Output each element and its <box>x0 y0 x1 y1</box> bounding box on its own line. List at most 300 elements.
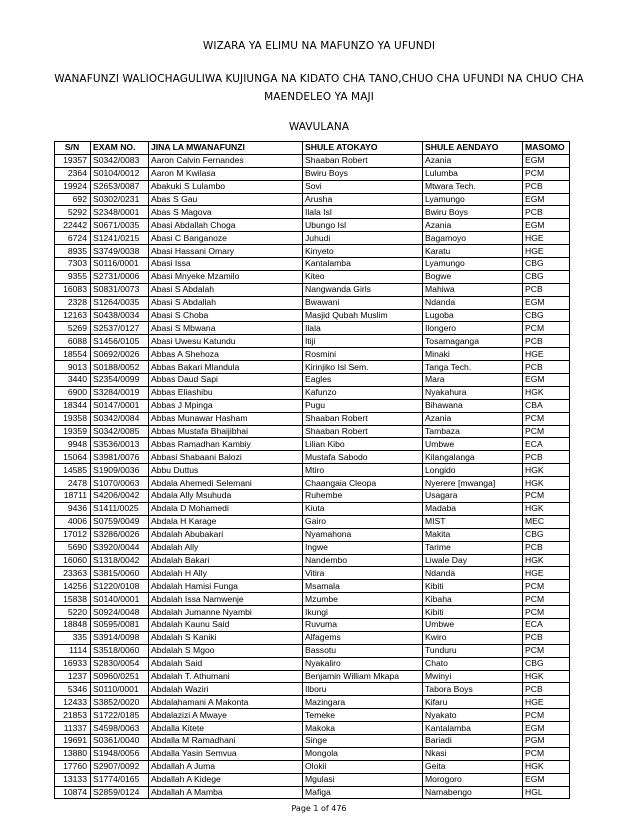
cell-student-name: Abas S Magova <box>149 206 303 219</box>
table-row <box>55 348 570 361</box>
cell-from-school: Gairo <box>303 515 423 528</box>
cell-student-name: Abasi Mnyeke Mzamilo <box>149 270 303 283</box>
cell-to-school: Azania <box>423 412 523 425</box>
cell-student-name: Abbas Daud Sapi <box>149 374 303 387</box>
table-row <box>55 618 570 631</box>
cell-student-name: Abdalahamani A Makonta <box>149 696 303 709</box>
cell-exam-no: S1070/0063 <box>91 477 149 490</box>
cell-student-name: Abasi Abdallah Choga <box>149 219 303 232</box>
cell-from-school: Shaaban Robert <box>303 425 423 438</box>
cell-student-name: Abbas Munawar Hasham <box>149 412 303 425</box>
table-row <box>55 580 570 593</box>
cell-from-school: Lilian Kibo <box>303 438 423 451</box>
cell-student-name: Abdalah Jumanne Nyambi <box>149 606 303 619</box>
cell-to-school: Lyamungo <box>423 258 523 271</box>
column-header-subjects: MASOMO <box>523 142 570 155</box>
cell-from-school: Kinyeto <box>303 245 423 258</box>
cell-exam-no: S1774/0165 <box>91 773 149 786</box>
cell-from-school: Itiji <box>303 335 423 348</box>
table-row <box>55 361 570 374</box>
cell-student-name: Abbas Ramadhan Kambiy <box>149 438 303 451</box>
table-row <box>55 541 570 554</box>
cell-subjects: EGM <box>523 193 570 206</box>
cell-sn: 6088 <box>55 335 91 348</box>
cell-to-school: Ndanda <box>423 567 523 580</box>
cell-exam-no: S3749/0038 <box>91 245 149 258</box>
cell-exam-no: S4206/0042 <box>91 490 149 503</box>
cell-subjects: CBG <box>523 258 570 271</box>
cell-student-name: Abdalah Ally <box>149 541 303 554</box>
cell-subjects: PCB <box>523 683 570 696</box>
cell-subjects: CBG <box>523 309 570 322</box>
cell-to-school: Lugoba <box>423 309 523 322</box>
cell-sn: 14256 <box>55 580 91 593</box>
cell-to-school: Geita <box>423 760 523 773</box>
cell-to-school: Namabengo <box>423 786 523 799</box>
cell-subjects: CBG <box>523 528 570 541</box>
cell-to-school: Tarime <box>423 541 523 554</box>
cell-to-school: Lulumba <box>423 167 523 180</box>
cell-sn: 19359 <box>55 425 91 438</box>
table-row <box>55 644 570 657</box>
cell-from-school: Kiteo <box>303 270 423 283</box>
table-row <box>55 296 570 309</box>
cell-subjects: HGK <box>523 760 570 773</box>
table-row <box>55 322 570 335</box>
cell-student-name: Abdallah A Juma <box>149 760 303 773</box>
cell-from-school: Singe <box>303 734 423 747</box>
cell-sn: 12163 <box>55 309 91 322</box>
cell-from-school: Msamala <box>303 580 423 593</box>
cell-subjects: PCB <box>523 206 570 219</box>
cell-exam-no: S2354/0099 <box>91 374 149 387</box>
table-row <box>55 606 570 619</box>
cell-to-school: Tunduru <box>423 644 523 657</box>
table-row <box>55 786 570 799</box>
cell-sn: 16083 <box>55 283 91 296</box>
cell-to-school: Bogwe <box>423 270 523 283</box>
cell-from-school: Kirinjiko Isl Sem. <box>303 361 423 374</box>
cell-exam-no: S2859/0124 <box>91 786 149 799</box>
page-number: Page 1 of 476 <box>291 804 347 813</box>
cell-sn: 12433 <box>55 696 91 709</box>
cell-sn: 2364 <box>55 167 91 180</box>
cell-student-name: Abas S Gau <box>149 193 303 206</box>
cell-student-name: Abdalah Abubakari <box>149 528 303 541</box>
cell-exam-no: S0342/0083 <box>91 154 149 167</box>
cell-exam-no: S2907/0092 <box>91 760 149 773</box>
cell-exam-no: S0671/0035 <box>91 219 149 232</box>
cell-sn: 21853 <box>55 709 91 722</box>
cell-sn: 3440 <box>55 374 91 387</box>
cell-from-school: Temeke <box>303 709 423 722</box>
cell-sn: 335 <box>55 631 91 644</box>
cell-to-school: Longido <box>423 464 523 477</box>
cell-to-school: Madaba <box>423 502 523 515</box>
cell-exam-no: S1318/0042 <box>91 554 149 567</box>
cell-to-school: Bwiru Boys <box>423 206 523 219</box>
cell-from-school: Ruvuma <box>303 618 423 631</box>
cell-subjects: HGK <box>523 554 570 567</box>
table-row <box>55 270 570 283</box>
cell-from-school: Mazingara <box>303 696 423 709</box>
cell-from-school: Nandembo <box>303 554 423 567</box>
table-row <box>55 206 570 219</box>
cell-from-school: Mzumbe <box>303 593 423 606</box>
cell-from-school: Mafiga <box>303 786 423 799</box>
cell-exam-no: S0188/0052 <box>91 361 149 374</box>
cell-sn: 4006 <box>55 515 91 528</box>
cell-sn: 13133 <box>55 773 91 786</box>
cell-to-school: Mara <box>423 374 523 387</box>
cell-subjects: EGM <box>523 722 570 735</box>
cell-subjects: PCB <box>523 180 570 193</box>
cell-student-name: Abdalah T. Athumani <box>149 670 303 683</box>
cell-to-school: Kwiro <box>423 631 523 644</box>
cell-student-name: Abakuki S Lulambo <box>149 180 303 193</box>
cell-from-school: Sovi <box>303 180 423 193</box>
table-row <box>55 154 570 167</box>
cell-subjects: HGK <box>523 502 570 515</box>
cell-student-name: Abdala D Mohamedi <box>149 502 303 515</box>
cell-subjects: HGK <box>523 386 570 399</box>
cell-exam-no: S1948/0056 <box>91 747 149 760</box>
table-row <box>55 283 570 296</box>
cell-subjects: HGK <box>523 670 570 683</box>
table-row <box>55 554 570 567</box>
cell-exam-no: S0361/0040 <box>91 734 149 747</box>
cell-student-name: Aaron Calvin Fernandes <box>149 154 303 167</box>
cell-to-school: Bariadi <box>423 734 523 747</box>
cell-subjects: CBA <box>523 399 570 412</box>
cell-from-school: Pugu <box>303 399 423 412</box>
cell-to-school: Ilongero <box>423 322 523 335</box>
cell-sn: 18344 <box>55 399 91 412</box>
table-row <box>55 528 570 541</box>
cell-exam-no: S2537/0127 <box>91 322 149 335</box>
cell-to-school: Nyakahura <box>423 386 523 399</box>
cell-from-school: Mgulasi <box>303 773 423 786</box>
cell-sn: 19357 <box>55 154 91 167</box>
cell-to-school: Tanga Tech. <box>423 361 523 374</box>
cell-sn: 8935 <box>55 245 91 258</box>
table-row <box>55 773 570 786</box>
cell-student-name: Abdalla M Ramadhani <box>149 734 303 747</box>
cell-sn: 16933 <box>55 657 91 670</box>
cell-from-school: Mustafa Sabodo <box>303 451 423 464</box>
cell-sn: 1237 <box>55 670 91 683</box>
table-row <box>55 670 570 683</box>
cell-from-school: Nyamahona <box>303 528 423 541</box>
table-row <box>55 180 570 193</box>
cell-student-name: Abdalah Waziri <box>149 683 303 696</box>
table-row <box>55 734 570 747</box>
cell-exam-no: S2830/0054 <box>91 657 149 670</box>
cell-to-school: Mwinyi <box>423 670 523 683</box>
cell-sn: 15064 <box>55 451 91 464</box>
cell-subjects: MEC <box>523 515 570 528</box>
cell-student-name: Abbas Mustafa Bhaijibhai <box>149 425 303 438</box>
cell-from-school: Ikungi <box>303 606 423 619</box>
cell-exam-no: S2731/0006 <box>91 270 149 283</box>
cell-from-school: Arusha <box>303 193 423 206</box>
cell-from-school: Alfagems <box>303 631 423 644</box>
cell-sn: 9436 <box>55 502 91 515</box>
cell-sn: 6724 <box>55 232 91 245</box>
cell-sn: 19924 <box>55 180 91 193</box>
cell-from-school: Bwiru Boys <box>303 167 423 180</box>
cell-sn: 5690 <box>55 541 91 554</box>
cell-from-school: Benjamin William Mkapa <box>303 670 423 683</box>
column-header-sn: S/N <box>55 142 91 155</box>
cell-from-school: Ilala Isl <box>303 206 423 219</box>
cell-subjects: PGM <box>523 734 570 747</box>
cell-exam-no: S3815/0060 <box>91 567 149 580</box>
cell-exam-no: S3286/0026 <box>91 528 149 541</box>
cell-student-name: Abasi S Abdalah <box>149 283 303 296</box>
cell-subjects: HGE <box>523 348 570 361</box>
table-row <box>55 386 570 399</box>
cell-exam-no: S0110/0001 <box>91 683 149 696</box>
cell-sn: 18554 <box>55 348 91 361</box>
table-row <box>55 722 570 735</box>
cell-exam-no: S0116/0001 <box>91 258 149 271</box>
cell-sn: 9013 <box>55 361 91 374</box>
cell-from-school: Shaaban Robert <box>303 154 423 167</box>
cell-subjects: HGE <box>523 567 570 580</box>
cell-subjects: PCM <box>523 593 570 606</box>
table-row <box>55 374 570 387</box>
cell-student-name: Abdalah Hamisi Funga <box>149 580 303 593</box>
cell-sn: 14585 <box>55 464 91 477</box>
table-row <box>55 747 570 760</box>
cell-exam-no: S0692/0026 <box>91 348 149 361</box>
cell-exam-no: S1220/0108 <box>91 580 149 593</box>
table-row <box>55 477 570 490</box>
cell-from-school: Nyakaliro <box>303 657 423 670</box>
cell-exam-no: S0140/0001 <box>91 593 149 606</box>
cell-to-school: Umbwe <box>423 618 523 631</box>
cell-to-school: Umbwe <box>423 438 523 451</box>
cell-student-name: Abdala H Karage <box>149 515 303 528</box>
cell-subjects: EGM <box>523 374 570 387</box>
column-header-from-school: SHULE ATOKAYO <box>303 142 423 155</box>
cell-from-school: Masjid Qubah Muslim <box>303 309 423 322</box>
cell-sn: 15838 <box>55 593 91 606</box>
table-row <box>55 490 570 503</box>
cell-to-school: Karatu <box>423 245 523 258</box>
cell-sn: 18848 <box>55 618 91 631</box>
cell-exam-no: S1456/0105 <box>91 335 149 348</box>
cell-to-school: Nyakato <box>423 709 523 722</box>
cell-to-school: Ndanda <box>423 296 523 309</box>
cell-exam-no: S0147/0001 <box>91 399 149 412</box>
cell-student-name: Abdalah S Kaniki <box>149 631 303 644</box>
cell-to-school: Tambaza <box>423 425 523 438</box>
cell-subjects: PCM <box>523 747 570 760</box>
cell-sn: 13880 <box>55 747 91 760</box>
cell-exam-no: S0104/0012 <box>91 167 149 180</box>
cell-from-school: Eagles <box>303 374 423 387</box>
cell-to-school: Morogoro <box>423 773 523 786</box>
cell-subjects: HGE <box>523 245 570 258</box>
cell-exam-no: S1411/0025 <box>91 502 149 515</box>
cell-from-school: Vitira <box>303 567 423 580</box>
cell-subjects: PCB <box>523 335 570 348</box>
cell-student-name: Abdallah A Kidege <box>149 773 303 786</box>
cell-subjects: PCB <box>523 451 570 464</box>
table-row <box>55 193 570 206</box>
cell-exam-no: S0302/0231 <box>91 193 149 206</box>
table-row <box>55 683 570 696</box>
cell-sn: 2478 <box>55 477 91 490</box>
cell-student-name: Abdalah H Ally <box>149 567 303 580</box>
cell-from-school: Juhudi <box>303 232 423 245</box>
cell-subjects: CBG <box>523 657 570 670</box>
cell-from-school: Kafunzo <box>303 386 423 399</box>
cell-to-school: Kibiti <box>423 606 523 619</box>
cell-sn: 19358 <box>55 412 91 425</box>
cell-subjects: PCM <box>523 490 570 503</box>
cell-student-name: Abdala Ally Msuhuda <box>149 490 303 503</box>
cell-sn: 11337 <box>55 722 91 735</box>
cell-sn: 5346 <box>55 683 91 696</box>
cell-student-name: Abdalah Issa Namwenje <box>149 593 303 606</box>
table-row <box>55 167 570 180</box>
cell-sn: 6900 <box>55 386 91 399</box>
cell-from-school: Mtiro <box>303 464 423 477</box>
cell-sn: 17012 <box>55 528 91 541</box>
cell-from-school: Mongola <box>303 747 423 760</box>
cell-student-name: Abbasi Shabaani Balozi <box>149 451 303 464</box>
cell-exam-no: S0960/0251 <box>91 670 149 683</box>
cell-student-name: Abbas Bakari Mlandula <box>149 361 303 374</box>
cell-exam-no: S3284/0019 <box>91 386 149 399</box>
cell-from-school: Ingwe <box>303 541 423 554</box>
cell-exam-no: S0595/0081 <box>91 618 149 631</box>
cell-to-school: Mahiwa <box>423 283 523 296</box>
table-row <box>55 760 570 773</box>
table-row <box>55 309 570 322</box>
cell-from-school: Bwawani <box>303 296 423 309</box>
cell-from-school: Ilala <box>303 322 423 335</box>
cell-student-name: Aaron M Kwilasa <box>149 167 303 180</box>
cell-from-school: Ubungo Isl <box>303 219 423 232</box>
column-header-student-name: JINA LA MWANAFUNZI <box>149 142 303 155</box>
table-row <box>55 593 570 606</box>
cell-to-school: Azania <box>423 219 523 232</box>
table-row <box>55 335 570 348</box>
cell-to-school: Kilangalanga <box>423 451 523 464</box>
cell-student-name: Abbu Duttus <box>149 464 303 477</box>
cell-sn: 22442 <box>55 219 91 232</box>
cell-to-school: Kantalamba <box>423 722 523 735</box>
cell-sn: 18711 <box>55 490 91 503</box>
students-table <box>54 141 570 799</box>
column-header-exam-no: EXAM NO. <box>91 142 149 155</box>
section-heading: WAVULANA <box>288 121 350 133</box>
table-row <box>55 451 570 464</box>
cell-to-school: Bagamoyo <box>423 232 523 245</box>
cell-subjects: HGE <box>523 696 570 709</box>
table-row <box>55 219 570 232</box>
cell-to-school: Azania <box>423 154 523 167</box>
cell-subjects: HGK <box>523 477 570 490</box>
cell-subjects: ECA <box>523 438 570 451</box>
cell-student-name: Abdalazizi A Mwaye <box>149 709 303 722</box>
cell-sn: 9355 <box>55 270 91 283</box>
cell-subjects: EGM <box>523 773 570 786</box>
table-row <box>55 399 570 412</box>
cell-subjects: HGE <box>523 232 570 245</box>
cell-subjects: EGM <box>523 154 570 167</box>
cell-sn: 1114 <box>55 644 91 657</box>
cell-from-school: Chaangaia Cleopa <box>303 477 423 490</box>
table-row <box>55 245 570 258</box>
cell-exam-no: S0759/0049 <box>91 515 149 528</box>
cell-subjects: PCM <box>523 644 570 657</box>
cell-student-name: Abdala Ahemedi Selemani <box>149 477 303 490</box>
cell-to-school: Lyamungo <box>423 193 523 206</box>
cell-from-school: Kantalamba <box>303 258 423 271</box>
cell-sn: 10874 <box>55 786 91 799</box>
cell-exam-no: S1909/0036 <box>91 464 149 477</box>
cell-exam-no: S3914/0098 <box>91 631 149 644</box>
cell-to-school: Kifaru <box>423 696 523 709</box>
cell-exam-no: S3920/0044 <box>91 541 149 554</box>
cell-sn: 16060 <box>55 554 91 567</box>
cell-to-school: Makita <box>423 528 523 541</box>
cell-subjects: PCM <box>523 709 570 722</box>
cell-sn: 19691 <box>55 734 91 747</box>
cell-student-name: Abbas A Shehoza <box>149 348 303 361</box>
cell-student-name: Abasi Uwesu Katundu <box>149 335 303 348</box>
cell-sn: 5292 <box>55 206 91 219</box>
cell-exam-no: S0342/0085 <box>91 425 149 438</box>
cell-to-school: Tabora Boys <box>423 683 523 696</box>
cell-subjects: PCM <box>523 606 570 619</box>
cell-subjects: ECA <box>523 618 570 631</box>
cell-student-name: Abdalla Yasin Semvua <box>149 747 303 760</box>
cell-student-name: Abdallah A Mamba <box>149 786 303 799</box>
cell-to-school: Chato <box>423 657 523 670</box>
table-row <box>55 631 570 644</box>
cell-sn: 5220 <box>55 606 91 619</box>
cell-from-school: Bassotu <box>303 644 423 657</box>
ministry-title: WIZARA YA ELIMU NA MAFUNZO YA UFUNDI <box>202 40 436 52</box>
cell-to-school: Nkasi <box>423 747 523 760</box>
cell-subjects: CBG <box>523 270 570 283</box>
cell-to-school: Mtwara Tech. <box>423 180 523 193</box>
table-row <box>55 502 570 515</box>
cell-student-name: Abdalah S Mgoo <box>149 644 303 657</box>
cell-subjects: EGM <box>523 219 570 232</box>
cell-exam-no: S3536/0013 <box>91 438 149 451</box>
cell-exam-no: S3852/0020 <box>91 696 149 709</box>
cell-exam-no: S1722/0185 <box>91 709 149 722</box>
cell-sn: 23363 <box>55 567 91 580</box>
cell-subjects: PCB <box>523 283 570 296</box>
cell-exam-no: S4598/0063 <box>91 722 149 735</box>
table-row <box>55 425 570 438</box>
table-row <box>55 515 570 528</box>
cell-to-school: Kibaha <box>423 593 523 606</box>
cell-student-name: Abdalah Said <box>149 657 303 670</box>
cell-exam-no: S2348/0001 <box>91 206 149 219</box>
cell-sn: 17760 <box>55 760 91 773</box>
cell-student-name: Abdalla Kitete <box>149 722 303 735</box>
cell-to-school: Usagara <box>423 490 523 503</box>
